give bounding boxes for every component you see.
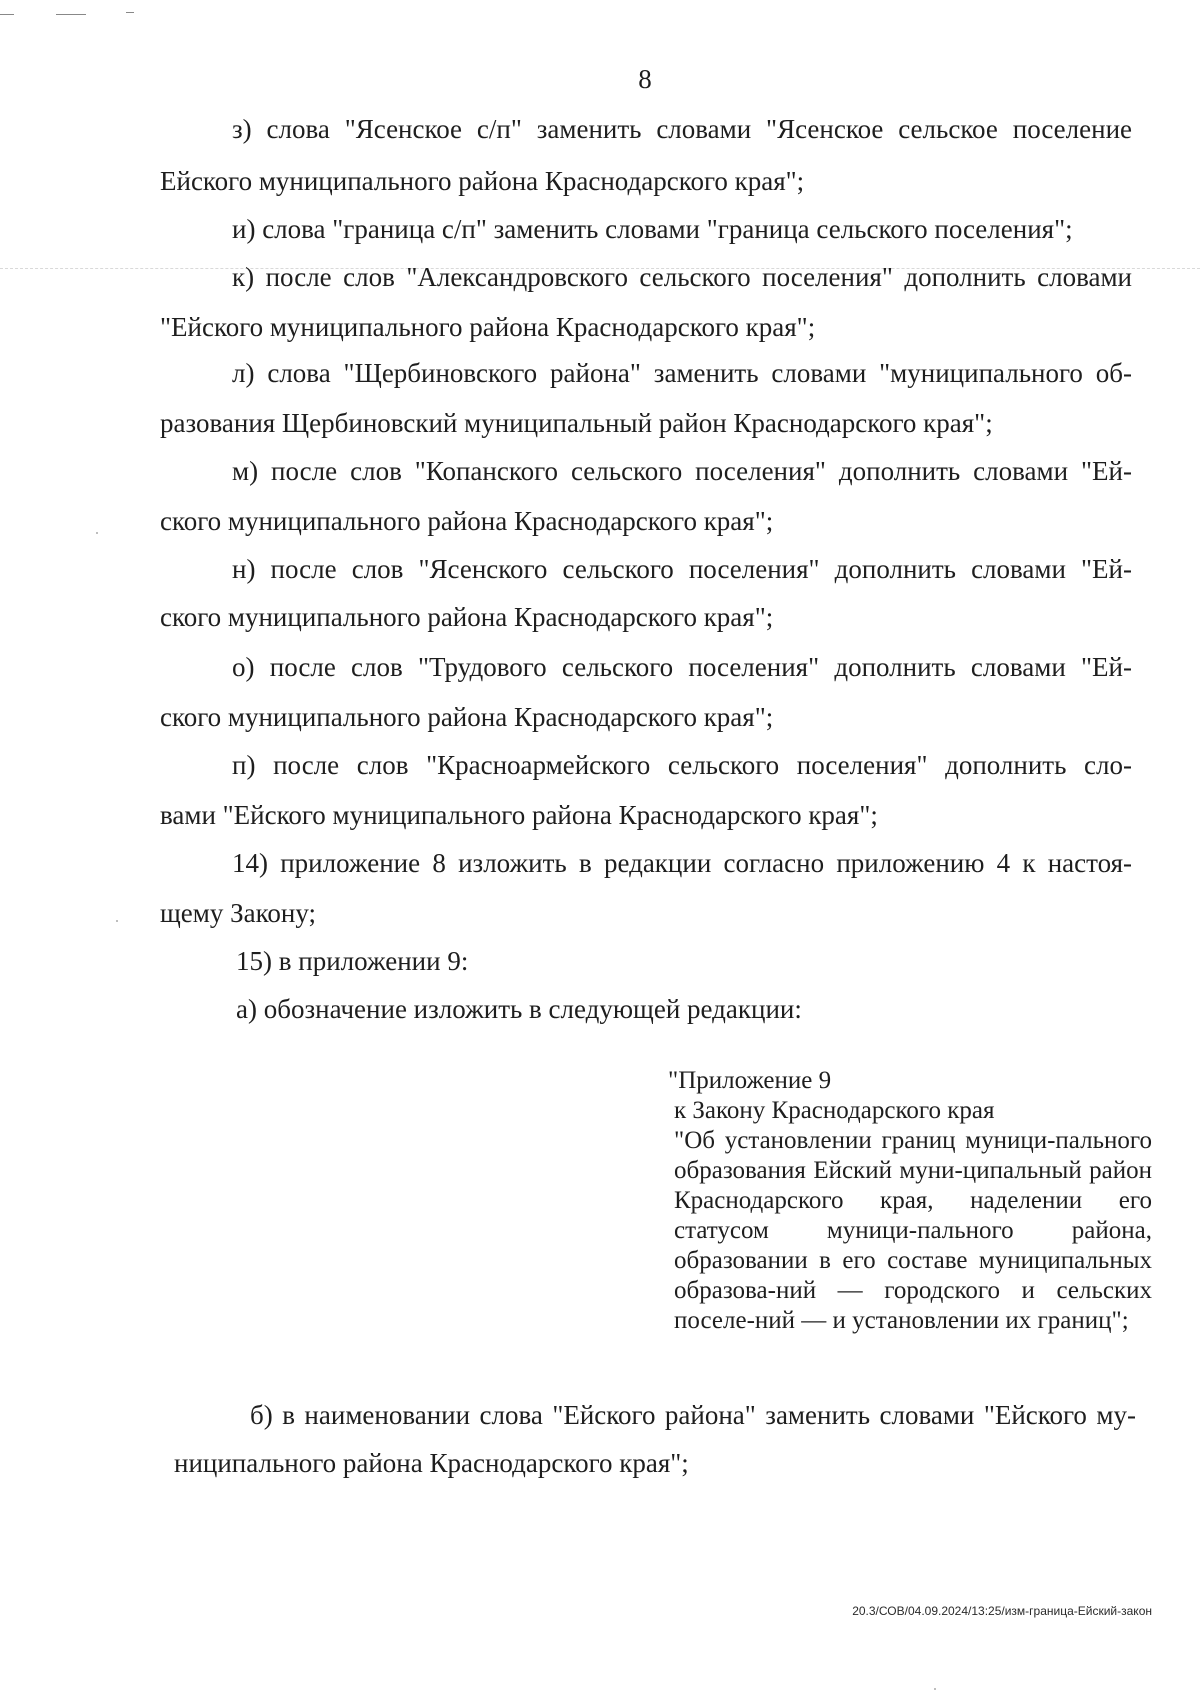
appendix-law: к Закону Краснодарского края xyxy=(674,1097,995,1124)
text-line: к) после слов "Александровского сельского поселения" дополнить словами xyxy=(232,262,1132,292)
text-line: вами "Ейского муниципального района Краснодарского края"; xyxy=(160,800,878,830)
text-line: ского муниципального района Краснодарского края"; xyxy=(160,602,774,632)
text-line: м) после слов "Копанского сельского поселения" дополнить словами "Ей- xyxy=(232,456,1132,486)
text-line: "Ейского муниципального района Краснодарского края"; xyxy=(160,312,816,342)
scan-artifact xyxy=(56,14,86,15)
text-line: з) слова "Ясенское с/п" заменить словами "Ясенское сельское поселение xyxy=(232,114,1132,144)
text-line: и) слова "граница с/п" заменить словами "граница сельского поселения"; xyxy=(232,214,1073,244)
scan-artifact xyxy=(0,14,14,15)
text-line: ниципального района Краснодарского края"; xyxy=(174,1448,689,1478)
text-line: Ейского муниципального района Краснодарского края"; xyxy=(160,166,805,196)
page-number: 8 xyxy=(638,64,652,94)
text-line: щему Закону; xyxy=(160,898,316,928)
scan-artifact xyxy=(126,12,134,13)
text-line: ского муниципального района Краснодарского края"; xyxy=(160,506,774,536)
appendix-caption xyxy=(668,1066,1152,1336)
scan-artifact xyxy=(96,532,98,534)
text-line: разования Щербиновский муниципальный район Краснодарского края"; xyxy=(160,408,993,438)
text-line: п) после слов "Красноармейского сельского поселения" дополнить сло- xyxy=(232,750,1132,780)
text-line: б) в наименовании слова "Ейского района" заменить словами "Ейского му- xyxy=(250,1400,1136,1430)
text-line: 14) приложение 8 изложить в редакции согласно приложению 4 к настоя- xyxy=(232,848,1132,878)
text-line: л) слова "Щербиновского района" заменить словами "муниципального об- xyxy=(232,358,1132,388)
text-line: а) обозначение изложить в следующей редакции: xyxy=(236,994,802,1024)
text-line: 15) в приложении 9: xyxy=(236,946,469,976)
document-footer-code: 20.3/СОВ/04.09.2024/13:25/изм-граница-Ейский-закон xyxy=(852,1604,1152,1618)
text-line: ского муниципального района Краснодарского края"; xyxy=(160,702,774,732)
text-line: н) после слов "Ясенского сельского поселения" дополнить словами "Ей- xyxy=(232,554,1132,584)
appendix-law-title: "Об установлении границ муници-пального образования Ейский муни-ципальный район Краснодарского края, наделении его статусом муници-пального района, образовании в его составе муниципальных образова-ний — городского и сельских поселе-ний — и установлении их границ"; xyxy=(674,1127,1152,1334)
scan-artifact xyxy=(934,1688,936,1690)
text-line: о) после слов "Трудового сельского поселения" дополнить словами "Ей- xyxy=(232,652,1132,682)
appendix-title: "Приложение 9 xyxy=(668,1067,832,1094)
scan-artifact xyxy=(116,920,118,922)
